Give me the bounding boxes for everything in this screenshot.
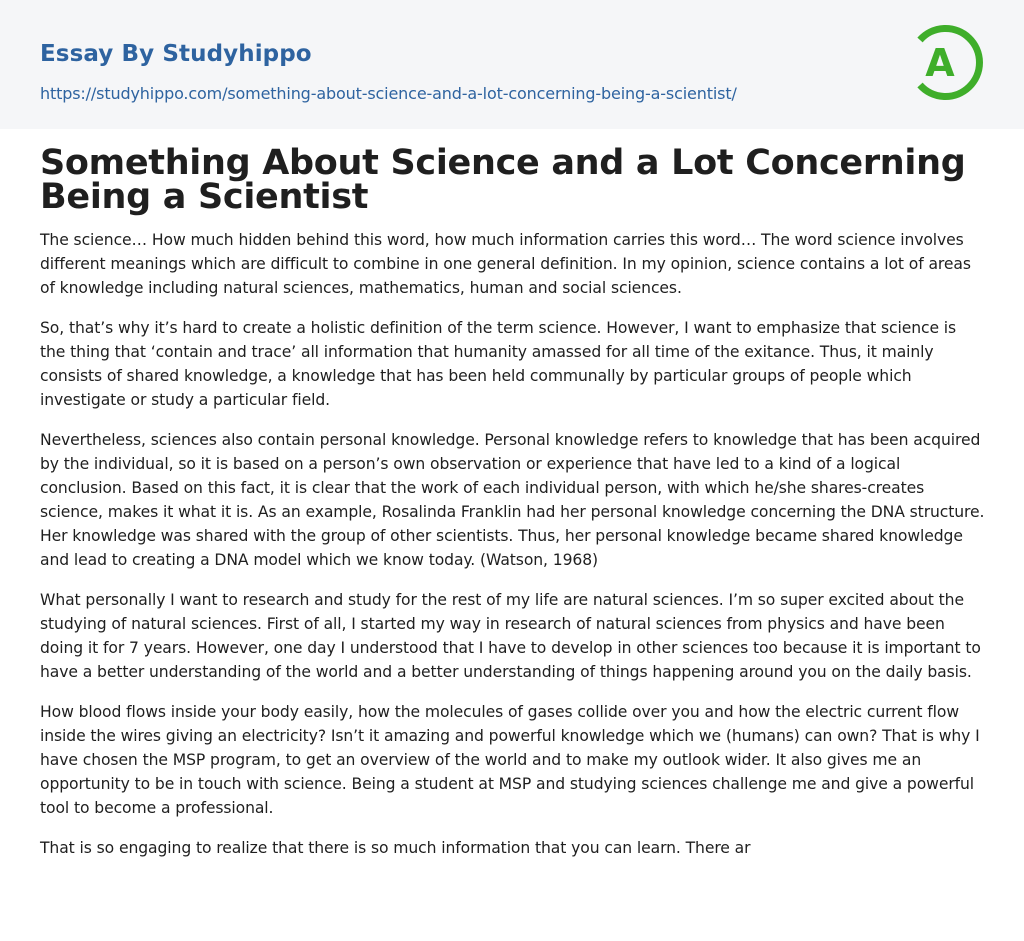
logo-letter: A	[925, 41, 955, 85]
article-main	[40, 143, 986, 860]
brand-title[interactable]: Essay By Studyhippo	[40, 41, 312, 67]
article-paragraph: What personally I want to research and study for the rest of my life are natural sciences. I’m so super excited about the studying of natural sciences. First of all, I started my way in research of natural sciences from physics and have been doing it for 7 years. However, one day I understood that I have to develop in other sciences too because it is important to have a better understanding of the world and a better understanding of things happening around you on the daily basis.	[40, 591, 981, 681]
page-title: Something About Science and a Lot Concerning Being a Scientist	[40, 143, 966, 217]
article-paragraph: So, that’s why it’s hard to create a holistic definition of the term science. However, I want to emphasize that science is the thing that ‘contain and trace’ all information that humanity amassed for all time of the exitance. Thus, it mainly consists of shared knowledge, a knowledge that has been held communally by particular groups of people which investigate or study a particular field.	[40, 319, 957, 409]
studyhippo-logo-icon[interactable]	[913, 20, 985, 105]
article-paragraph: The science… How much hidden behind this word, how much information carries this word… The word science involves different meanings which are difficult to combine in one general definition. In my opinion, science contains a lot of areas of knowledge including natural sciences, mathematics, human and social sciences.	[40, 231, 971, 297]
article-paragraph: That is so engaging to realize that there is so much information that you can learn. There ar	[40, 839, 751, 857]
source-url-link[interactable]: https://studyhippo.com/something-about-science-and-a-lot-concerning-being-a-scientist/	[40, 84, 737, 103]
article-paragraph: Nevertheless, sciences also contain personal knowledge. Personal knowledge refers to knowledge that has been acquired by the individual, so it is based on a person’s own observation or experience that have led to a kind of a logical conclusion. Based on this fact, it is clear that the work of each individual person, with which he/she shares-creates science, makes it what it is. As an example, Rosalinda Franklin had her personal knowledge concerning the DNA structure. Her knowledge was shared with the group of other scientists. Thus, her personal knowledge became shared knowledge and lead to creating a DNA model which we know today. (Watson, 1968)	[40, 431, 985, 569]
site-header	[0, 0, 1024, 129]
article-paragraph: How blood flows inside your body easily, how the molecules of gases collide over you and how the electric current flow inside the wires giving an electricity? Isn’t it amazing and powerful knowledge which we (humans) can own? That is why I have chosen the MSP program, to get an overview of the world and to make my outlook wider. It also gives me an opportunity to be in touch with science. Being a student at MSP and studying sciences challenge me and give a powerful tool to become a professional.	[40, 703, 980, 817]
